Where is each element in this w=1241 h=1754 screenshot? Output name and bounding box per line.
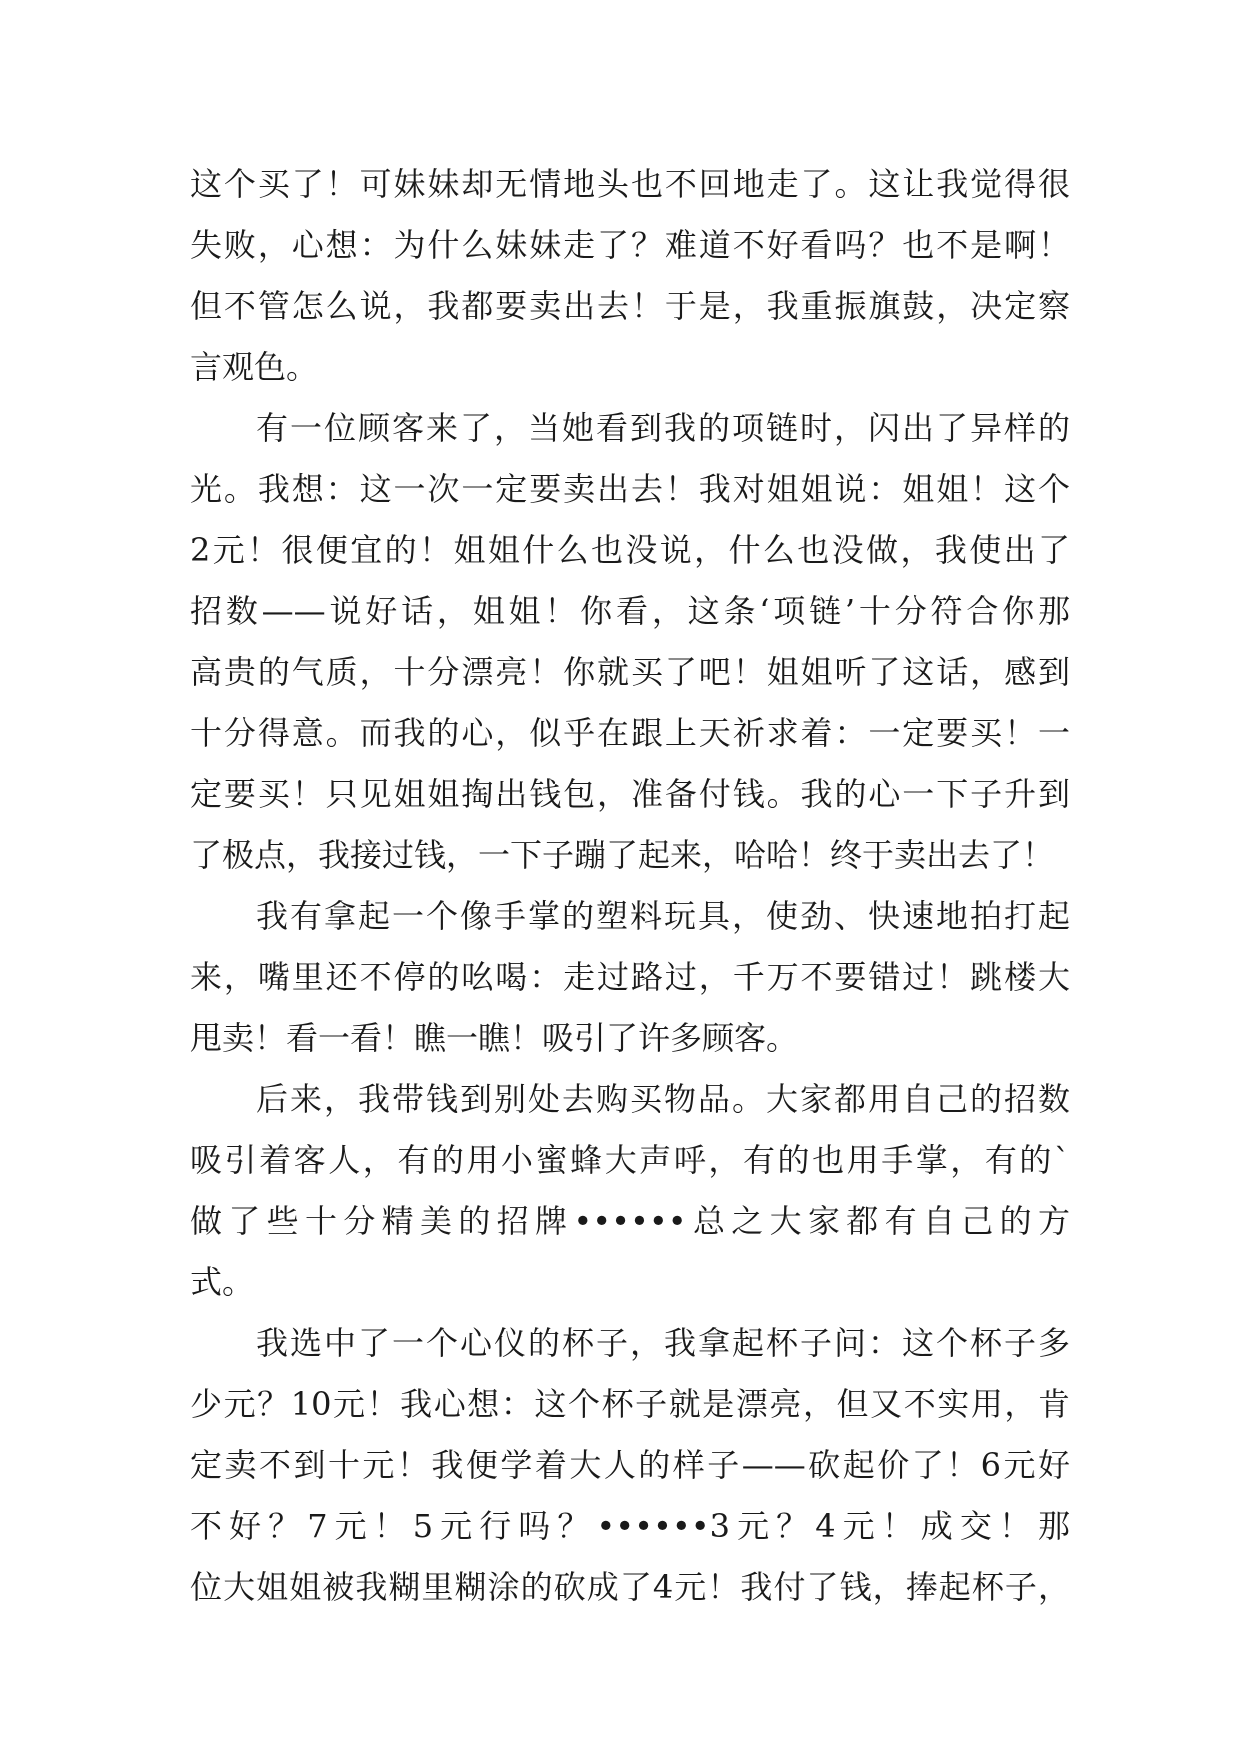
text-line: 做了些十分精美的招牌••••••总之大家都有自己的方 bbox=[190, 1202, 1070, 1240]
text-line: 少元？10元！我心想：这个杯子就是漂亮，但又不实用，肯 bbox=[190, 1385, 1070, 1423]
text-line: 定要买！只见姐姐掏出钱包，准备付钱。我的心一下子升到 bbox=[190, 775, 1070, 813]
text-line: 了极点，我接过钱，一下子蹦了起来，哈哈！终于卖出去了！ bbox=[190, 836, 1055, 874]
text-line: 后来，我带钱到别处去购买物品。大家都用自己的招数 bbox=[256, 1080, 1070, 1118]
text-line: 来，嘴里还不停的吆喝：走过路过，千万不要错过！跳楼大 bbox=[190, 958, 1070, 996]
text-line: 不好？7元！5元行吗？••••••3元？4元！成交！那 bbox=[190, 1507, 1070, 1545]
text-line: 2元！很便宜的！姐姐什么也没说，什么也没做，我使出了 bbox=[190, 531, 1070, 569]
document-body bbox=[190, 154, 1070, 1618]
text-line: 招数——说好话，姐姐！你看，这条‘项链’十分符合你那 bbox=[190, 592, 1070, 630]
text-line: 失败，心想：为什么妹妹走了？难道不好看吗？也不是啊！ bbox=[190, 226, 1070, 264]
text-line: 定卖不到十元！我便学着大人的样子——砍起价了！6元好 bbox=[190, 1446, 1070, 1484]
text-line: 光。我想：这一次一定要卖出去！我对姐姐说：姐姐！这个 bbox=[190, 470, 1070, 508]
text-line: 我有拿起一个像手掌的塑料玩具，使劲、快速地拍打起 bbox=[256, 897, 1070, 935]
text-line: 高贵的气质，十分漂亮！你就买了吧！姐姐听了这话，感到 bbox=[190, 653, 1070, 691]
text-line: 有一位顾客来了，当她看到我的项链时，闪出了异样的 bbox=[256, 409, 1070, 447]
text-line: 吸引着客人，有的用小蜜蜂大声呼，有的也用手掌，有的` bbox=[190, 1141, 1070, 1179]
text-line: 言观色。 bbox=[190, 348, 319, 386]
text-line: 但不管怎么说，我都要卖出去！于是，我重振旗鼓，决定察 bbox=[190, 287, 1070, 325]
text-line: 甩卖！看一看！瞧一瞧！吸引了许多顾客。 bbox=[190, 1019, 799, 1057]
text-line: 这个买了！可妹妹却无情地头也不回地走了。这让我觉得很 bbox=[190, 165, 1070, 203]
text-line: 式。 bbox=[190, 1263, 255, 1301]
text-line: 我选中了一个心仪的杯子，我拿起杯子问：这个杯子多 bbox=[256, 1324, 1070, 1362]
text-line: 十分得意。而我的心，似乎在跟上天祈求着：一定要买！一 bbox=[190, 714, 1070, 752]
text-line: 位大姐姐被我糊里糊涂的砍成了4元！我付了钱，捧起杯子， bbox=[190, 1568, 1070, 1606]
